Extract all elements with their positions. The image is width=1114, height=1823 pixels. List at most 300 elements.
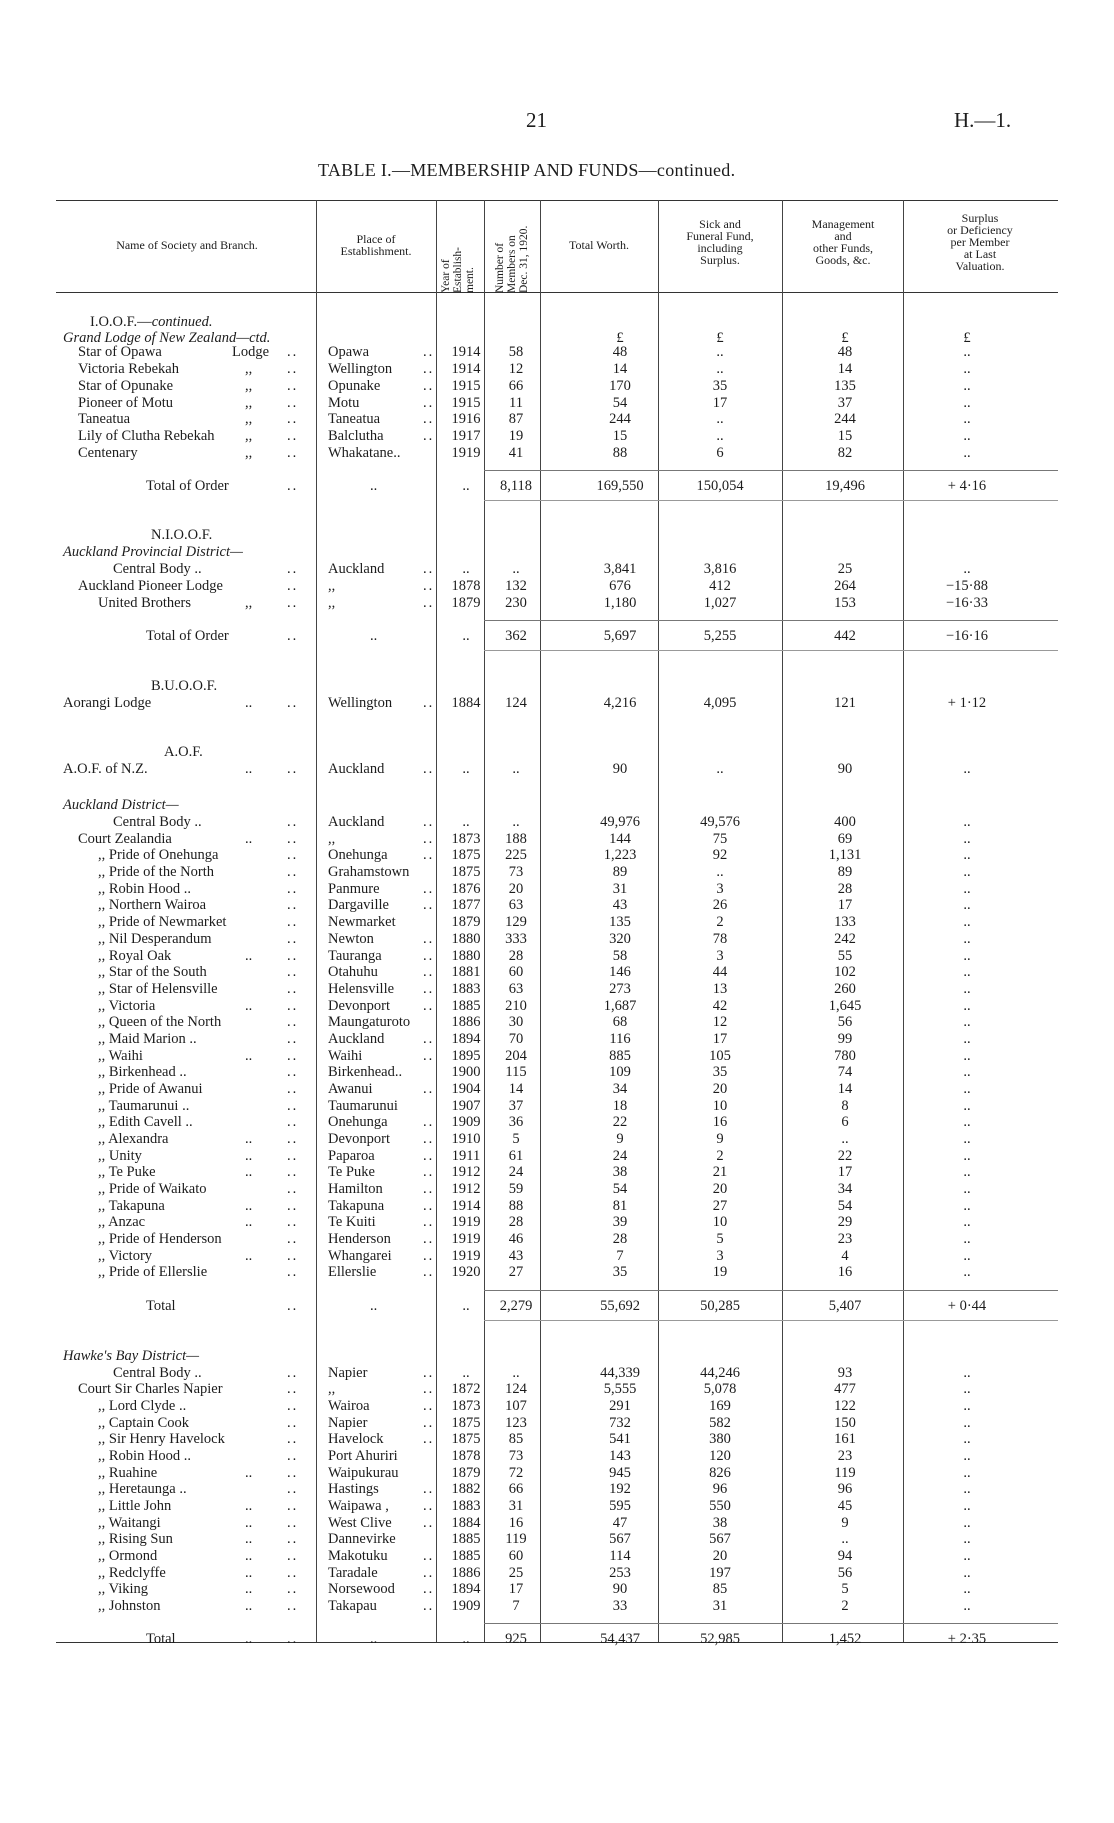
- table-row: [0, 1214, 1114, 1231]
- table-row: [0, 527, 1114, 544]
- cell-worth: 28: [612, 1231, 628, 1247]
- header-surplus-line: per Member: [950, 235, 1010, 249]
- cell-sick: 412: [709, 578, 731, 594]
- row-name: ,, Star of the South: [98, 964, 207, 980]
- leader-dots: ..: [287, 1198, 299, 1214]
- row-name-suffix: ..: [245, 1164, 253, 1180]
- cell-mem: 132: [505, 578, 527, 594]
- cell-surplus: ..: [963, 1231, 971, 1247]
- leader-dots: ..: [423, 1598, 435, 1614]
- row-name-suffix: ..: [245, 1598, 253, 1614]
- cell-mem: 124: [505, 695, 527, 711]
- cell-sick: 5,078: [703, 1381, 737, 1397]
- header-worth: Total Worth.: [569, 238, 629, 252]
- cell-worth: 34: [612, 1081, 628, 1097]
- leader-dots: ..: [423, 831, 435, 847]
- cell-mem: ..: [512, 561, 520, 577]
- cell-sick: 44: [712, 964, 728, 980]
- header-top-rule: [56, 200, 1058, 201]
- table-row: [0, 931, 1114, 948]
- cell-mem: 107: [505, 1398, 527, 1414]
- cell-worth: 15: [612, 428, 628, 444]
- cell-year: 1907: [451, 1098, 481, 1114]
- cell-worth: 43: [612, 897, 628, 913]
- leader-dots: ..: [287, 1448, 299, 1464]
- cell-sick: 75: [712, 831, 728, 847]
- cell-worth: 7: [616, 1248, 624, 1264]
- cell-sick: 85: [712, 1581, 728, 1597]
- total-rule: [484, 470, 1058, 471]
- leader-dots: ..: [287, 1398, 299, 1414]
- cell-sick: 50,285: [700, 1298, 740, 1314]
- row-name: ,, Taumarunui ..: [98, 1098, 190, 1114]
- leader-dots: ..: [287, 931, 299, 947]
- leader-dots: ..: [287, 1381, 299, 1397]
- cell-mgmt: 9: [841, 1515, 849, 1531]
- section-rule: [484, 500, 1058, 501]
- cell-surplus: ..: [963, 1248, 971, 1264]
- leader-dots: ..: [287, 1531, 299, 1547]
- cell-mgmt: 2: [841, 1598, 849, 1614]
- cell-sick: ..: [716, 361, 724, 377]
- row-place: Devonport: [328, 1131, 391, 1147]
- cell-sick: 120: [709, 1448, 731, 1464]
- cell-sick: 2: [716, 914, 724, 930]
- cell-mgmt: 90: [837, 761, 853, 777]
- row-name-suffix: ..: [245, 695, 253, 711]
- cell-year: 1885: [451, 1531, 481, 1547]
- cell-mem: 28: [508, 1214, 524, 1230]
- leader-dots: ..: [287, 1298, 299, 1314]
- cell-year: 1885: [451, 1548, 481, 1564]
- section-rule: [484, 1320, 1058, 1321]
- cell-year: 1884: [451, 695, 481, 711]
- cell-surplus: ..: [963, 998, 971, 1014]
- table-row: [0, 544, 1114, 561]
- cell-surplus: ..: [963, 1198, 971, 1214]
- cell-worth: 291: [609, 1398, 631, 1414]
- table-row: [0, 428, 1114, 445]
- cell-mem: 60: [508, 964, 524, 980]
- cell-mgmt: 14: [837, 1081, 853, 1097]
- cell-worth: 33: [612, 1598, 628, 1614]
- row-place: Makotuku: [328, 1548, 388, 1564]
- cell-mgmt: ..: [841, 1531, 849, 1547]
- table-row: [0, 361, 1114, 378]
- cell-surplus: ..: [963, 1098, 971, 1114]
- row-name-suffix: ..: [245, 1515, 253, 1531]
- row-name: Central Body ..: [113, 814, 202, 830]
- leader-dots: ..: [287, 1231, 299, 1247]
- table-row: [0, 831, 1114, 848]
- table-row: [0, 1081, 1114, 1098]
- table-row: [0, 1114, 1114, 1131]
- cell-mgmt: 161: [834, 1431, 856, 1447]
- leader-dots: ..: [287, 1548, 299, 1564]
- cell-mem: 25: [508, 1565, 524, 1581]
- table-row: [0, 1048, 1114, 1065]
- row-place: Auckland: [328, 761, 385, 777]
- cell-surplus: ..: [963, 1581, 971, 1597]
- cell-surplus: ..: [963, 395, 971, 411]
- cell-sick: 582: [709, 1415, 731, 1431]
- cell-surplus: ..: [963, 1148, 971, 1164]
- row-name-suffix: Lodge: [232, 344, 270, 360]
- row-name-suffix: ..: [245, 948, 253, 964]
- row-name-suffix: ..: [245, 1214, 253, 1230]
- leader-dots: ..: [287, 914, 299, 930]
- header-sick-line: Surplus.: [700, 253, 740, 267]
- row-place: Newton: [328, 931, 374, 947]
- cell-year: 1919: [451, 1248, 481, 1264]
- total-row: [0, 628, 1114, 645]
- cell-mem: 115: [505, 1064, 527, 1080]
- row-name: ,, Pride of Henderson: [98, 1231, 222, 1247]
- row-name-suffix: ,,: [245, 378, 253, 394]
- leader-dots: ..: [423, 361, 435, 377]
- row-place: Port Ahuriri: [328, 1448, 398, 1464]
- leader-dots: ..: [423, 1581, 435, 1597]
- row-name: ,, Ruahine: [98, 1465, 158, 1481]
- cell-worth: 116: [609, 1031, 631, 1047]
- row-place: ,,: [328, 578, 336, 594]
- row-name: Auckland Pioneer Lodge: [78, 578, 223, 594]
- cell-mgmt: 82: [837, 445, 853, 461]
- cell-sick: 96: [712, 1481, 728, 1497]
- header-surplus: [905, 212, 1055, 272]
- cell-mgmt: 89: [837, 864, 853, 880]
- row-place: Hastings: [328, 1481, 379, 1497]
- row-name: Pioneer of Motu: [78, 395, 174, 411]
- leader-dots: ..: [423, 761, 435, 777]
- cell-sick: 44,246: [700, 1365, 740, 1381]
- leader-dots: ..: [287, 761, 299, 777]
- cell-worth: 273: [609, 981, 631, 997]
- row-place: Wellington: [328, 695, 393, 711]
- cell-year: 1877: [451, 897, 481, 913]
- cell-mem: 362: [505, 628, 527, 644]
- cell-sick: 20: [712, 1081, 728, 1097]
- leader-dots: ..: [287, 1131, 299, 1147]
- row-place: Taradale: [328, 1565, 378, 1581]
- cell-mgmt: 17: [837, 897, 853, 913]
- cell-worth: 54: [612, 1181, 628, 1197]
- cell-worth: 253: [609, 1565, 631, 1581]
- cell-sick: 26: [712, 897, 728, 913]
- leader-dots: ..: [287, 847, 299, 863]
- table-row: [0, 1581, 1114, 1598]
- header-name: Name of Society and Branch.: [116, 238, 258, 252]
- cell-mgmt: ..: [841, 1131, 849, 1147]
- table-row: [0, 678, 1114, 695]
- row-name: ,, Sir Henry Havelock: [98, 1431, 225, 1447]
- cell-surplus: ..: [963, 1548, 971, 1564]
- cell-mgmt: 442: [834, 628, 856, 644]
- total-rule: [484, 620, 1058, 621]
- cell-sick: 20: [712, 1181, 728, 1197]
- cell-surplus: ..: [963, 831, 971, 847]
- leader-dots: ..: [287, 378, 299, 394]
- cell-mgmt: 93: [837, 1365, 853, 1381]
- cell-mgmt: 17: [837, 1164, 853, 1180]
- cell-surplus: ..: [963, 1598, 971, 1614]
- leader-dots: ..: [423, 897, 435, 913]
- row-name: ,, Pride of Onehunga: [98, 847, 219, 863]
- total-rule: [484, 1623, 1058, 1624]
- cell-year: 1915: [451, 395, 481, 411]
- cell-sick: 10: [712, 1214, 728, 1230]
- cell-mem: 17: [508, 1581, 524, 1597]
- cell-mgmt: 150: [834, 1415, 856, 1431]
- row-name: ,, Pride of Awanui: [98, 1081, 203, 1097]
- cell-mgmt: 28: [837, 881, 853, 897]
- table-row: [0, 1264, 1114, 1281]
- cell-mgmt: 96: [837, 1481, 853, 1497]
- row-name: ,, Victoria: [98, 998, 156, 1014]
- cell-mgmt: 16: [837, 1264, 853, 1280]
- row-place: West Clive: [328, 1515, 392, 1531]
- leader-dots: ..: [287, 1031, 299, 1047]
- row-place: Takapuna: [328, 1198, 385, 1214]
- row-place: Opunake: [328, 378, 381, 394]
- cell-sick: 27: [712, 1198, 728, 1214]
- header-year: [440, 209, 476, 293]
- cell-worth: 54,437: [600, 1631, 640, 1647]
- table-row: [0, 964, 1114, 981]
- cell-mem: 59: [508, 1181, 524, 1197]
- row-place: Norsewood: [328, 1581, 395, 1597]
- cell-mgmt: 122: [834, 1398, 856, 1414]
- cell-year: 1909: [451, 1114, 481, 1130]
- leader-dots: ..: [423, 344, 435, 360]
- row-place: Onehunga: [328, 1114, 388, 1130]
- leader-dots: ..: [423, 1131, 435, 1147]
- row-place: Helensville: [328, 981, 395, 997]
- leader-dots: ..: [287, 981, 299, 997]
- table-row: [0, 1598, 1114, 1615]
- cell-mgmt: 23: [837, 1231, 853, 1247]
- row-name: Total: [146, 1631, 176, 1647]
- leader-dots: ..: [287, 1515, 299, 1531]
- row-place: Paparoa: [328, 1148, 375, 1164]
- cell-mgmt: 5,407: [828, 1298, 862, 1314]
- table-title: TABLE I.—MEMBERSHIP AND FUNDS—continued.: [318, 160, 736, 180]
- row-name-suffix: ..: [245, 1498, 253, 1514]
- leader-dots: ..: [287, 1581, 299, 1597]
- row-name: ,, Victory: [98, 1248, 153, 1264]
- row-name: ,, Takapuna: [98, 1198, 165, 1214]
- table-row: [0, 395, 1114, 412]
- cell-worth: 541: [609, 1431, 631, 1447]
- cell-worth: 88: [612, 445, 628, 461]
- row-name: A.O.F. of N.Z.: [63, 761, 148, 777]
- leader-dots: ..: [287, 1014, 299, 1030]
- cell-year: 1876: [451, 881, 481, 897]
- cell-mgmt: 4: [841, 1248, 849, 1264]
- cell-mem: 61: [508, 1148, 524, 1164]
- cell-year: 1919: [451, 1214, 481, 1230]
- table-row: [0, 998, 1114, 1015]
- cell-sick: 1,027: [703, 595, 737, 611]
- cell-year: 1894: [451, 1581, 481, 1597]
- cell-year: 1880: [451, 948, 481, 964]
- cell-sick: 169: [709, 1398, 731, 1414]
- row-name: N.I.O.O.F.: [151, 527, 213, 543]
- row-name: Lily of Clutha Rebekah: [78, 428, 215, 444]
- table-row: [0, 411, 1114, 428]
- cell-worth: £: [616, 330, 624, 346]
- cell-year: 1878: [451, 578, 481, 594]
- cell-sick: 5,255: [703, 628, 737, 644]
- row-name-suffix: ..: [245, 1198, 253, 1214]
- leader-dots: ..: [423, 1431, 435, 1447]
- cell-mgmt: 23: [837, 1448, 853, 1464]
- table-row: [0, 864, 1114, 881]
- table-row: [0, 1164, 1114, 1181]
- table-row: [0, 1398, 1114, 1415]
- cell-mem: 925: [505, 1631, 527, 1647]
- row-place: Awanui: [328, 1081, 373, 1097]
- leader-dots: ..: [423, 1114, 435, 1130]
- cell-mem: 119: [505, 1531, 527, 1547]
- cell-surplus: ..: [963, 1131, 971, 1147]
- cell-year: 1904: [451, 1081, 481, 1097]
- row-name: ,, Robin Hood ..: [98, 881, 192, 897]
- table-row: [0, 1014, 1114, 1031]
- leader-dots: ..: [423, 1264, 435, 1280]
- cell-year: 1917: [451, 428, 481, 444]
- table-row: [0, 595, 1114, 612]
- row-place: Grahamstown: [328, 864, 410, 880]
- leader-dots: ..: [287, 1631, 299, 1647]
- row-place: ..: [370, 1298, 378, 1314]
- header-year-line: Establish-: [452, 247, 464, 293]
- cell-mgmt: 56: [837, 1014, 853, 1030]
- row-name: Victoria Rebekah: [78, 361, 179, 377]
- cell-mem: 11: [509, 395, 523, 411]
- cell-mgmt: 1,452: [828, 1631, 862, 1647]
- leader-dots: ..: [423, 881, 435, 897]
- cell-surplus: ..: [963, 1381, 971, 1397]
- header-sick: [660, 218, 780, 266]
- row-place: Taneatua: [328, 411, 381, 427]
- leader-dots: ..: [287, 1415, 299, 1431]
- cell-mem: 188: [505, 831, 527, 847]
- table-row: [0, 1231, 1114, 1248]
- cell-mem: 41: [508, 445, 524, 461]
- leader-dots: ..: [287, 1048, 299, 1064]
- header-mgmt: [784, 218, 902, 266]
- cell-worth: 90: [612, 761, 628, 777]
- cell-worth: 14: [612, 361, 628, 377]
- cell-mem: 124: [505, 1381, 527, 1397]
- cell-mem: 225: [505, 847, 527, 863]
- cell-sick: 567: [709, 1531, 731, 1547]
- leader-dots: ..: [287, 814, 299, 830]
- cell-year: 1920: [451, 1264, 481, 1280]
- leader-dots: ..: [423, 964, 435, 980]
- row-name: Star of Opunake: [78, 378, 174, 394]
- table-row: [0, 1531, 1114, 1548]
- table-row: [0, 1565, 1114, 1582]
- leader-dots: ..: [423, 1381, 435, 1397]
- table-row: [0, 1548, 1114, 1565]
- row-name-suffix: ..: [245, 831, 253, 847]
- cell-sick: ..: [716, 864, 724, 880]
- cell-surplus: ..: [963, 881, 971, 897]
- table-row: [0, 744, 1114, 761]
- header-mgmt-line: Management: [811, 217, 875, 231]
- cell-year: 1919: [451, 1231, 481, 1247]
- cell-worth: 35: [612, 1264, 628, 1280]
- row-name: United Brothers: [98, 595, 192, 611]
- cell-year: 1911: [451, 1148, 481, 1164]
- cell-sick: £: [716, 330, 724, 346]
- leader-dots: ..: [423, 814, 435, 830]
- leader-dots: ..: [423, 595, 435, 611]
- total-rule: [484, 1290, 1058, 1291]
- row-place: Havelock: [328, 1431, 384, 1447]
- cell-surplus: + 0·44: [947, 1298, 987, 1314]
- leader-dots: ..: [423, 1231, 435, 1247]
- cell-sick: 78: [712, 931, 728, 947]
- table-row: [0, 445, 1114, 462]
- table-row: [0, 561, 1114, 578]
- cell-mgmt: 121: [834, 695, 856, 711]
- cell-surplus: ..: [963, 445, 971, 461]
- cell-sick: 3: [716, 1248, 724, 1264]
- leader-dots: ..: [423, 847, 435, 863]
- cell-year: 1886: [451, 1014, 481, 1030]
- table-row: [0, 1181, 1114, 1198]
- cell-worth: 68: [612, 1014, 628, 1030]
- cell-mgmt: 29: [837, 1214, 853, 1230]
- cell-mgmt: 99: [837, 1031, 853, 1047]
- row-name: ,, Little John: [98, 1498, 172, 1514]
- leader-dots: ..: [287, 395, 299, 411]
- leader-dots: ..: [287, 695, 299, 711]
- cell-year: 1885: [451, 998, 481, 1014]
- leader-dots: ..: [423, 395, 435, 411]
- cell-mem: 73: [508, 864, 524, 880]
- leader-dots: ..: [287, 864, 299, 880]
- row-name-suffix: ,,: [245, 595, 253, 611]
- cell-year: 1916: [451, 411, 481, 427]
- row-name-suffix: ,,: [245, 395, 253, 411]
- cell-mgmt: 34: [837, 1181, 853, 1197]
- row-name: Aorangi Lodge: [63, 695, 152, 711]
- cell-year: 1884: [451, 1515, 481, 1531]
- leader-dots: ..: [423, 695, 435, 711]
- row-name: ,, Anzac: [98, 1214, 146, 1230]
- row-name: I.O.O.F.—continued.: [90, 314, 213, 330]
- cell-surplus: ..: [963, 428, 971, 444]
- row-name: Taneatua: [78, 411, 131, 427]
- cell-mgmt: 8: [841, 1098, 849, 1114]
- cell-year: 1879: [451, 595, 481, 611]
- row-place: Napier: [328, 1415, 368, 1431]
- header-sick-line: including: [697, 241, 743, 255]
- cell-surplus: ..: [963, 1465, 971, 1481]
- row-place: Whangarei: [328, 1248, 392, 1264]
- table-row: [0, 881, 1114, 898]
- cell-year: 1914: [451, 344, 481, 360]
- cell-surplus: ..: [963, 1164, 971, 1180]
- row-name: A.O.F.: [164, 744, 203, 760]
- row-name: Total of Order: [146, 628, 229, 644]
- cell-mgmt: 14: [837, 361, 853, 377]
- cell-worth: 90: [612, 1581, 628, 1597]
